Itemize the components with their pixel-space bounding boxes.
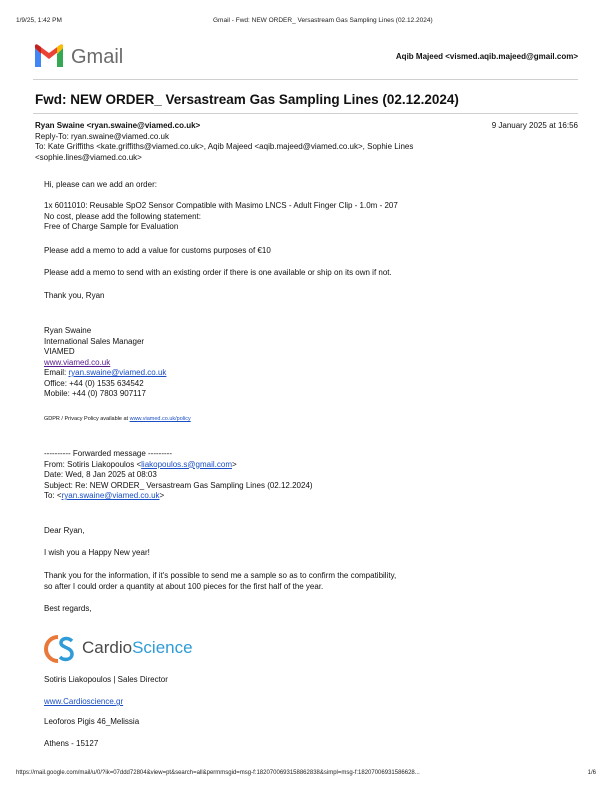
fwd-dear: Dear Ryan, [44,526,85,535]
fwd-from-label: From: Sotiris Liakopoulos < [44,459,142,469]
fwd-to-label: To: < [44,491,62,500]
fwd-body-line1: Thank you for the information, if it's possible to send me a sample so as to confirm the compatibility, [44,571,397,580]
fwd-to-email-link[interactable]: ryan.swaine@viamed.co.uk [61,491,160,500]
signature-ryan [44,326,574,400]
subject-divider [33,113,578,114]
fwd-to [44,491,574,502]
forward-divider: ---------- Forwarded message --------- [44,449,172,458]
print-url: https://mail.google.com/mail/u/0/?ik=07ddd72804&view=pt&search=all&permmsgid=msg-f:1820700693158862838&simpl=msg-f:18207006931586628... [16,770,420,776]
email-to-cont: <sophie.lines@viamed.co.uk> [35,152,142,162]
fwd-date: Date: Wed, 8 Jan 2025 at 08:03 [44,470,157,479]
sig-role: International Sales Manager [44,336,145,346]
forwarded-header [44,449,574,502]
email-reply-to: Reply-To: ryan.swaine@viamed.co.uk [35,131,169,141]
gmail-wordmark: Gmail [71,46,124,68]
fwd-to-end: > [159,491,165,500]
email-date: 9 January 2025 at 16:56 [491,121,578,130]
email-from: Ryan Swaine <ryan.swaine@viamed.co.uk> [35,121,201,130]
email-subject: Fwd: NEW ORDER_ Versastream Gas Sampling Lines (02.12.2024) [35,92,459,107]
gdpr-line [44,416,574,423]
sig-office: Office: +44 (0) 1535 634542 [44,378,144,388]
sig-company: VIAMED [44,347,75,356]
gmail-logo-icon [33,44,65,69]
cardioscience-logo-icon [42,633,78,665]
fwd-subject: Subject: Re: NEW ORDER_ Versastream Gas Sampling Lines (02.12.2024) [44,480,313,490]
sotiris-city: Athens - 15127 [44,739,99,748]
fwd-from-email-link[interactable]: liakopoulos.s@gmail.com [141,459,232,469]
sig-email-row [44,368,574,379]
memo-customs: Please add a memo to add a value for customs purposes of €10 [44,246,271,255]
fwd-newyear: I wish you a Happy New year! [44,548,150,557]
fwd-body-line2: so after I could order a quantity at about 100 pieces for the first half of the year. [44,581,324,591]
email-to: To: Kate Griffiths <kate.griffiths@viamed.co.uk>, Aqib Majeed <aqib.majeed@viamed.co.uk>, Sophie Lines [35,142,414,151]
order-statement: Free of Charge Sample for Evaluation [44,222,179,231]
sig-email-link[interactable]: ryan.swaine@viamed.co.uk [68,368,167,377]
gdpr-link[interactable]: www.viamed.co.uk/policy [129,416,191,422]
account-label: Aqib Majeed <vismed.aqib.majeed@gmail.com> [395,52,578,61]
order-item: 1x 6011010: Reusable SpO2 Sensor Compatible with Masimo LNCS - Adult Finger Clip - 1.0m - 207 [44,201,398,210]
sig-mobile: Mobile: +44 (0) 7803 907117 [44,389,146,398]
print-title: Gmail - Fwd: NEW ORDER_ Versastream Gas Sampling Lines (02.12.2024) [213,17,433,24]
cs-name-part2: Science [132,638,193,657]
cardioscience-wordmark [82,637,193,659]
cs-name-part1: Cardio [82,638,133,657]
sig-name: Ryan Swaine [44,326,92,335]
header-divider [33,79,578,80]
sig-email-label: Email: [44,368,67,377]
memo-shipping: Please add a memo to send with an existing order if there is one available or ship on its own if not. [44,268,392,277]
thanks-line: Thank you, Ryan [44,291,105,300]
fwd-from-end: > [231,459,237,469]
page-number: 1/6 [587,770,596,776]
order-no-cost: No cost, please add the following statement: [44,211,201,221]
sotiris-address: Leoforos Pigis 46_Melissia [44,717,140,726]
sotiris-website-link[interactable]: www.Cardioscience.gr [44,697,124,706]
fwd-regards: Best regards, [44,604,92,613]
sotiris-name: Sotiris Liakopoulos | Sales Director [44,675,168,684]
order-block [44,201,574,233]
print-datetime: 1/9/25, 1:42 PM [16,17,62,24]
sig-website-link[interactable]: www.viamed.co.uk [44,357,111,367]
fwd-body [44,571,574,592]
gdpr-text: GDPR / Privacy Policy available at [44,416,129,422]
email-greeting: Hi, please can we add an order: [44,180,157,189]
fwd-from [44,460,574,471]
